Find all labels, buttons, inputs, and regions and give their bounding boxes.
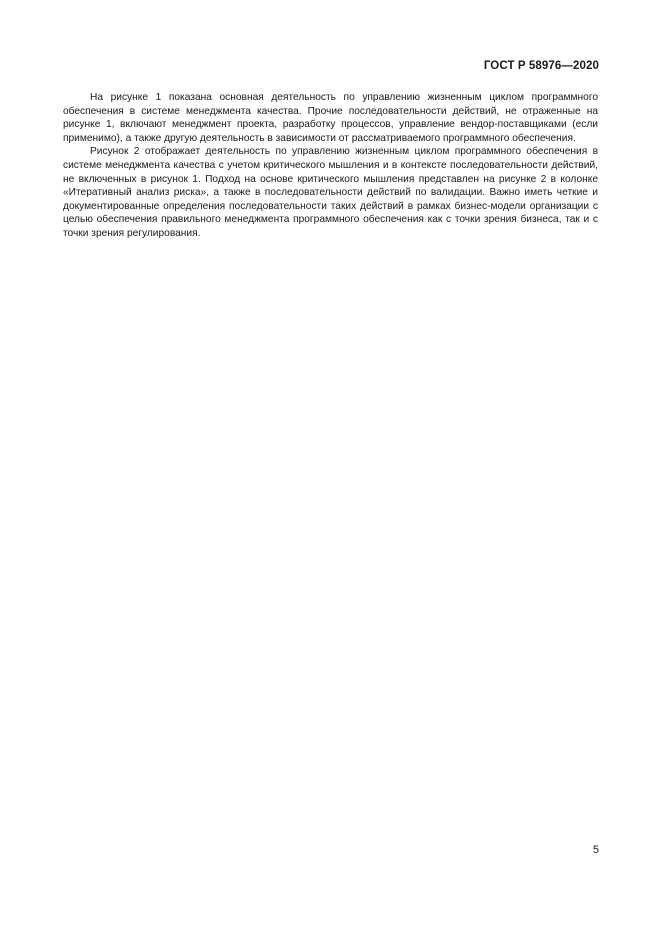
paragraph-figure-2: Рисунок 2 отображает деятельность по управлению жизненным циклом программного обеспечения в системе менеджмента качества с учетом критического мышления и в контексте последовательности действий, не включенных в рисунок 1. Подход на основе критического мышления представлен на рисунке 2 в колонке «Итеративный анализ риска», а также в последовательности действий по валидации. Важно иметь четкие и документированные определения последовательности таких действий в рамках бизнес-модели организации с целью обеспечения правильного менеджмента программного обеспечения как с точки зрения бизнеса, так и с точки зрения регулирования. — [63, 146, 598, 239]
document-code-header: ГОСТ Р 58976—2020 — [483, 60, 599, 72]
body-text — [63, 91, 598, 241]
paragraph-figure-1: На рисунке 1 показана основная деятельность по управлению жизненным циклом программного обеспечения в системе менеджмента качества. Прочие последовательности действий, не отраженные на рисунке 1, включают менеджмент проекта, разработку процессов, управление вендор-поставщиками (если применимо), а также другую деятельность в зависимости от рассматриваемого программного обеспечения. — [63, 92, 598, 144]
page-number: 5 — [592, 844, 599, 856]
